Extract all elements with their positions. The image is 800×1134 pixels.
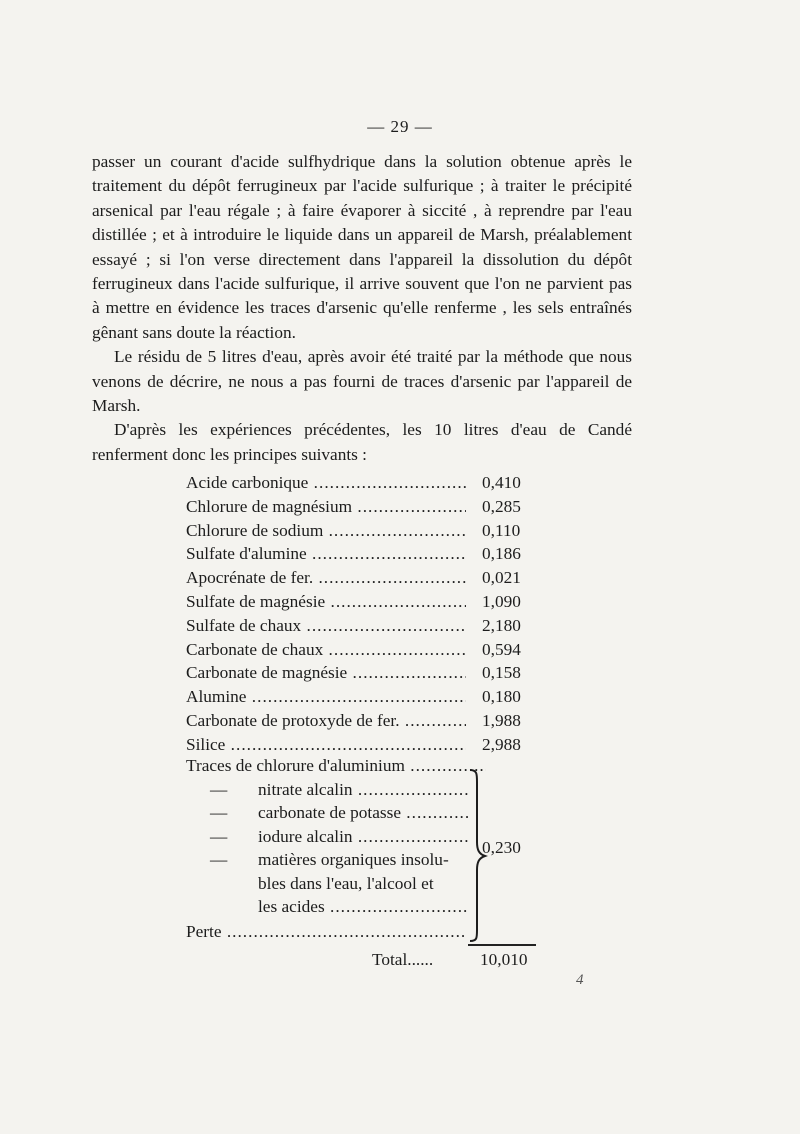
trace-row [186, 801, 486, 825]
component-name: Carbonate de protoxyde de fer. ..... [186, 709, 466, 733]
trace-continuation [186, 895, 486, 919]
signature-mark: 4 [576, 972, 584, 988]
trace-continuation-text: bles dans l'eau, l'alcool et [258, 873, 434, 893]
component-value: 0,180 [482, 687, 521, 707]
perte-row [186, 922, 466, 942]
table-row [186, 471, 546, 495]
table-row [186, 519, 546, 543]
table-row [186, 566, 546, 590]
total-value: 10,010 [480, 950, 528, 969]
ditto-dash: — [210, 803, 228, 822]
component-name: Chlorure de sodium ..... [186, 519, 466, 543]
component-name: Sulfate d'alumine ..... [186, 542, 466, 566]
paragraph-1: passer un courant d'acide sulfhydrique dans la solution obtenue après le traitement du dépôt ferrugineux par l'acide sulfurique ; à traiter le précipité arsenical par l'eau régale ; à faire évaporer à siccité , à reprendre par l'eau distillée ; et à introduire le liquide dans un appareil de Marsh, préalablement essayé ; si l'on verse directement dans l'appareil la dissolution du dépôt ferrugineux dans l'acide sulfurique, il arrive souvent que l'on ne parvient pas à mettre en évidence les traces d'arsenic qu'elle renferme , les sels entraînés gênant sans doute la réaction. [92, 152, 632, 342]
component-name: Apocrénate de fer. ..... [186, 566, 466, 590]
traces-value: 0,230 [482, 838, 521, 857]
table-row [186, 661, 546, 685]
component-value: 2,988 [482, 734, 521, 754]
component-name: Silice ..... [186, 733, 466, 757]
trace-name: iodure alcalin ..... [258, 825, 468, 849]
total-dots: ...... [407, 950, 434, 969]
trace-row [186, 848, 486, 872]
component-value: 1,090 [482, 591, 521, 611]
component-name: Carbonate de magnésie ..... [186, 661, 466, 685]
composition-table [186, 471, 546, 757]
trace-name: matières organiques insolu- [258, 850, 449, 869]
component-value: 2,180 [482, 615, 521, 635]
total-label: Total [372, 950, 408, 969]
component-name: Carbonate de chaux ..... [186, 638, 466, 662]
trace-continuation [186, 872, 486, 896]
trace-name: nitrate alcalin ..... [258, 778, 468, 802]
table-row [186, 638, 546, 662]
component-value: 0,158 [482, 663, 521, 683]
component-value: 0,186 [482, 544, 521, 564]
table-row [186, 542, 546, 566]
traces-group [186, 754, 486, 919]
component-value: 0,110 [482, 520, 521, 540]
trace-continuation-text: les acides ..... [258, 895, 468, 919]
sum-rule [468, 944, 536, 946]
component-name: Alumine ..... [186, 685, 466, 709]
component-value: 0,285 [482, 496, 521, 516]
paragraph-3: D'après les expériences précédentes, les 10 litres d'eau de Candé renferment donc les principes suivants : [92, 420, 632, 464]
page-number: — 29 — [367, 117, 433, 136]
perte-label: Perte ..... [186, 922, 466, 941]
component-name: Acide carbonique ..... [186, 471, 466, 495]
body-text [92, 150, 632, 467]
trace-row [186, 825, 486, 849]
component-value: 1,988 [482, 710, 521, 730]
table-row [186, 495, 546, 519]
component-value: 0,021 [482, 568, 521, 588]
traces-header-row [186, 754, 486, 778]
ditto-dash: — [210, 826, 228, 846]
component-name: Sulfate de chaux ..... [186, 614, 466, 638]
table-row [186, 685, 546, 709]
component-name: Chlorure de magnésium ..... [186, 495, 466, 519]
traces-header: Traces de chlorure d'aluminium ..... [186, 756, 486, 775]
total-row [372, 950, 528, 970]
table-row [186, 590, 546, 614]
paragraph-2: Le résidu de 5 litres d'eau, après avoir été traité par la méthode que nous venons de décrire, ne nous a pas fourni de traces d'arsenic par l'appareil de Marsh. [92, 347, 632, 416]
trace-row [186, 778, 486, 802]
ditto-dash: — [210, 779, 228, 799]
table-row [186, 614, 546, 638]
component-value: 0,594 [482, 639, 521, 659]
table-row [186, 709, 546, 733]
component-name: Sulfate de magnésie ..... [186, 590, 466, 614]
trace-name: carbonate de potasse ..... [258, 801, 468, 825]
component-value: 0,410 [482, 473, 521, 492]
ditto-dash: — [210, 850, 228, 869]
table-row [186, 733, 546, 757]
